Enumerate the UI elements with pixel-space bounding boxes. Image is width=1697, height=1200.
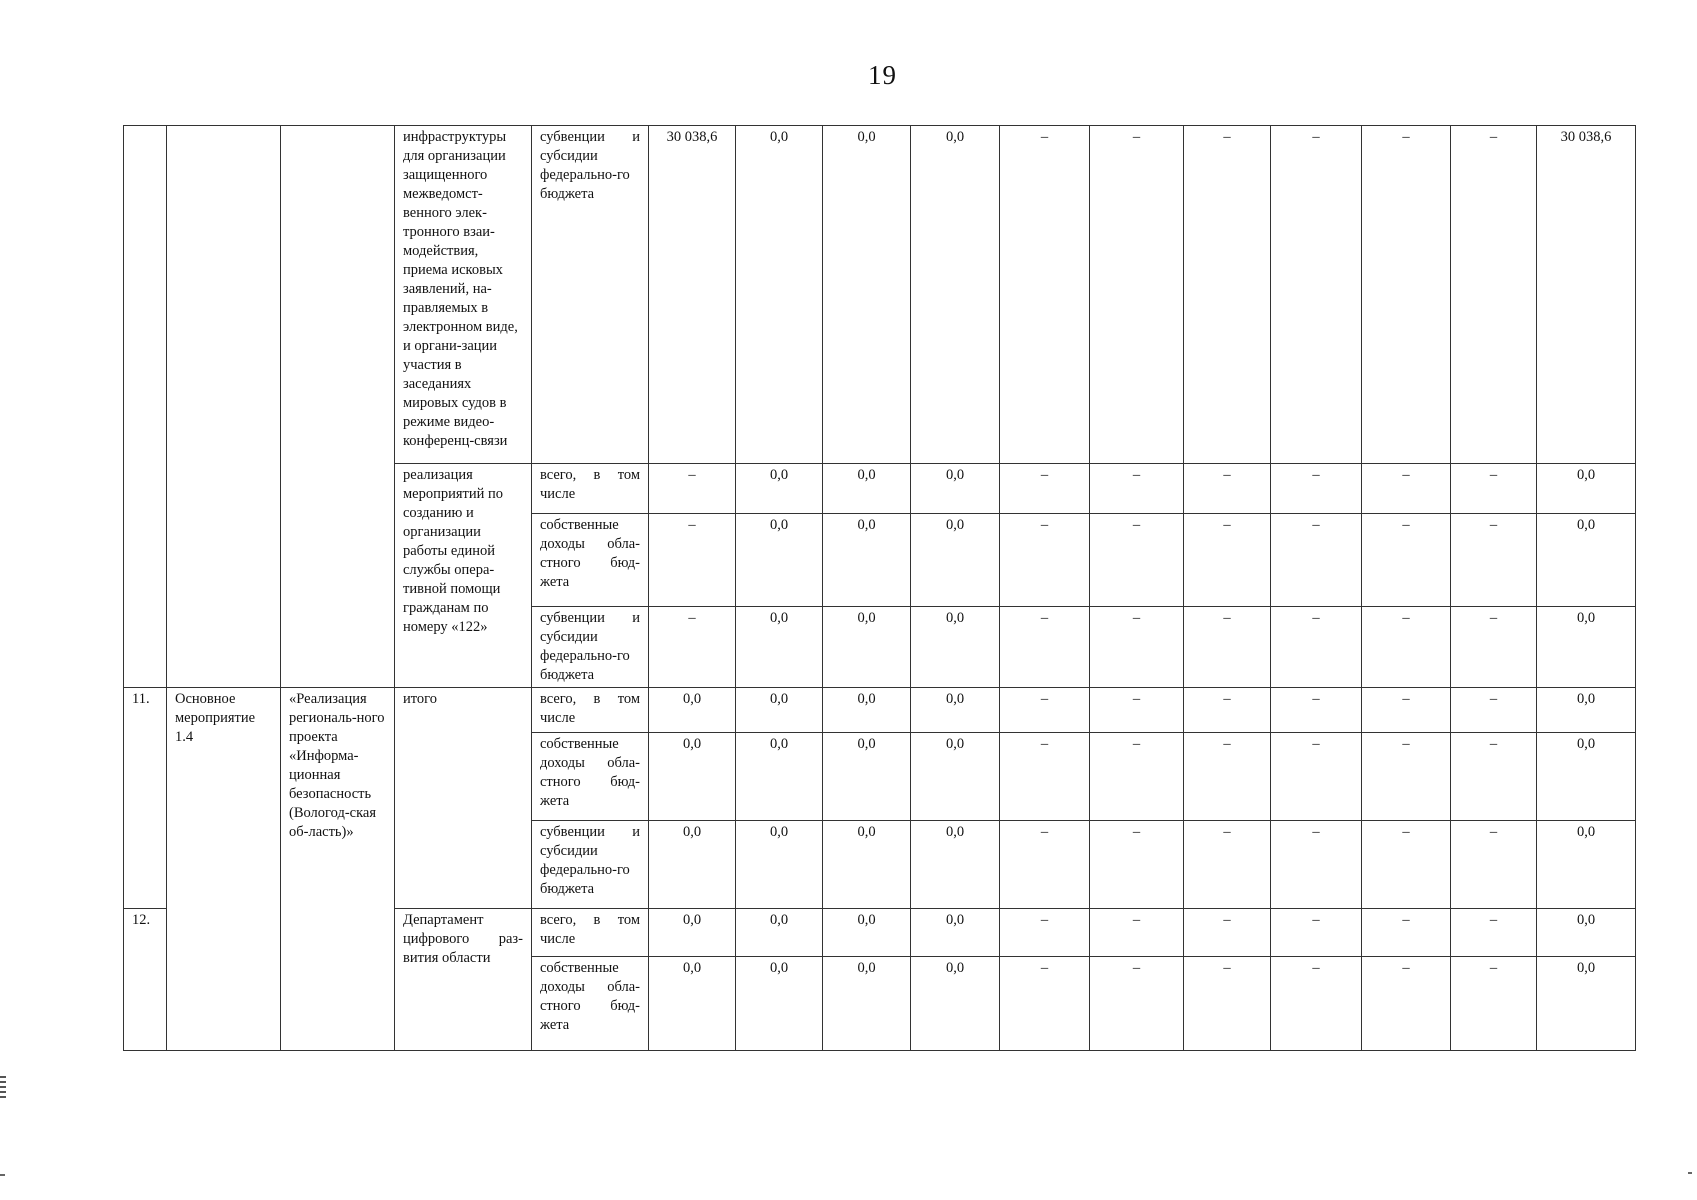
value-cell: – — [1451, 464, 1537, 514]
value-cell: – — [1362, 957, 1451, 1051]
value-cell: – — [1184, 126, 1271, 464]
value-cell: 0,0 — [649, 957, 736, 1051]
value-cell: – — [1000, 607, 1090, 688]
executor-cell: Департамент цифрового раз-вития области — [395, 909, 532, 1051]
value-cell: – — [1090, 733, 1184, 821]
scan-margin-dot — [1688, 1172, 1692, 1174]
value-cell: – — [1271, 688, 1362, 733]
value-cell: 0,0 — [911, 126, 1000, 464]
value-cell: – — [649, 464, 736, 514]
funding-source-cell: собственные доходы обла-стного бюд-жета — [532, 957, 649, 1051]
value-cell: 0,0 — [736, 733, 823, 821]
value-cell: – — [1090, 909, 1184, 957]
funding-source-cell: всего, в том числе — [532, 909, 649, 957]
value-cell: 0,0 — [823, 464, 911, 514]
value-cell: 0,0 — [911, 607, 1000, 688]
value-cell: – — [1090, 688, 1184, 733]
value-cell: – — [1362, 126, 1451, 464]
value-cell: – — [1184, 514, 1271, 607]
value-cell: 0,0 — [911, 909, 1000, 957]
value-cell: 0,0 — [649, 688, 736, 733]
total-cell: 0,0 — [1537, 957, 1636, 1051]
value-cell: – — [649, 514, 736, 607]
value-cell: – — [1000, 909, 1090, 957]
value-cell: – — [1000, 957, 1090, 1051]
value-cell: – — [1451, 688, 1537, 733]
value-cell: 0,0 — [911, 821, 1000, 909]
value-cell: – — [1362, 514, 1451, 607]
value-cell: 0,0 — [823, 688, 911, 733]
value-cell: – — [1184, 688, 1271, 733]
value-cell: – — [1090, 957, 1184, 1051]
value-cell: 0,0 — [911, 464, 1000, 514]
value-cell: 0,0 — [823, 607, 911, 688]
funding-source-cell: субвенции и субсидии федерально-го бюджета — [532, 126, 649, 464]
value-cell: 0,0 — [736, 514, 823, 607]
value-cell: 0,0 — [736, 909, 823, 957]
value-cell: – — [1271, 607, 1362, 688]
total-cell: 30 038,6 — [1537, 126, 1636, 464]
value-cell: – — [1451, 607, 1537, 688]
value-cell: – — [1000, 688, 1090, 733]
value-cell: – — [1184, 607, 1271, 688]
total-cell: 0,0 — [1537, 464, 1636, 514]
value-cell: – — [1451, 126, 1537, 464]
value-cell: 0,0 — [736, 688, 823, 733]
executor-cell: реализация мероприятий по созданию и организации работы единой службы опера-тивной помощи гражданам по номеру «122» — [395, 464, 532, 688]
total-cell: 0,0 — [1537, 909, 1636, 957]
value-cell: 0,0 — [736, 607, 823, 688]
value-cell: 0,0 — [823, 957, 911, 1051]
value-cell: 0,0 — [649, 733, 736, 821]
value-cell: – — [1090, 126, 1184, 464]
value-cell: – — [1451, 909, 1537, 957]
executor-cell: итого — [395, 688, 532, 909]
value-cell: 0,0 — [823, 733, 911, 821]
value-cell: 0,0 — [911, 514, 1000, 607]
budget-table — [123, 125, 1636, 1051]
funding-source-cell: субвенции и субсидии федерально-го бюджета — [532, 821, 649, 909]
value-cell: 0,0 — [736, 464, 823, 514]
name-cell — [281, 126, 395, 688]
value-cell: – — [1000, 821, 1090, 909]
value-cell: – — [1184, 733, 1271, 821]
name-cell: «Реализация региональ-ного проекта «Информа-ционная безопасность (Вологод-ская об-ласть)» — [281, 688, 395, 1051]
value-cell: – — [1362, 688, 1451, 733]
value-cell: – — [1271, 957, 1362, 1051]
value-cell: 0,0 — [649, 821, 736, 909]
value-cell: – — [1271, 733, 1362, 821]
value-cell: – — [1000, 126, 1090, 464]
value-cell: – — [1451, 514, 1537, 607]
value-cell: 0,0 — [736, 957, 823, 1051]
funding-source-cell: собственные доходы обла-стного бюд-жета — [532, 514, 649, 607]
total-cell: 0,0 — [1537, 514, 1636, 607]
value-cell: – — [1000, 733, 1090, 821]
funding-source-cell: собственные доходы обла-стного бюд-жета — [532, 733, 649, 821]
table-row — [124, 688, 1636, 733]
value-cell: 0,0 — [736, 126, 823, 464]
value-cell: – — [1362, 821, 1451, 909]
value-cell: – — [1000, 514, 1090, 607]
event-cell: Основное мероприятие 1.4 — [167, 688, 281, 1051]
value-cell: – — [1362, 909, 1451, 957]
value-cell: – — [1184, 957, 1271, 1051]
value-cell: – — [1184, 821, 1271, 909]
total-cell: 0,0 — [1537, 733, 1636, 821]
value-cell: – — [1271, 126, 1362, 464]
scan-margin-mark — [0, 1076, 6, 1098]
event-cell — [167, 126, 281, 688]
value-cell: – — [1090, 514, 1184, 607]
total-cell: 0,0 — [1537, 607, 1636, 688]
row-number-cell: 11. — [124, 688, 167, 909]
value-cell: – — [1090, 464, 1184, 514]
table-row — [124, 126, 1636, 464]
value-cell: 0,0 — [911, 957, 1000, 1051]
value-cell: – — [649, 607, 736, 688]
value-cell: – — [1090, 607, 1184, 688]
scan-margin-dot — [0, 1174, 5, 1176]
value-cell: – — [1184, 464, 1271, 514]
value-cell: – — [1451, 733, 1537, 821]
value-cell: 0,0 — [736, 821, 823, 909]
row-number-cell — [124, 126, 167, 688]
value-cell: – — [1362, 464, 1451, 514]
value-cell: 0,0 — [649, 909, 736, 957]
row-number-cell: 12. — [124, 909, 167, 1051]
value-cell: 0,0 — [911, 688, 1000, 733]
value-cell: 0,0 — [823, 909, 911, 957]
value-cell: – — [1090, 821, 1184, 909]
value-cell: – — [1271, 464, 1362, 514]
value-cell: 30 038,6 — [649, 126, 736, 464]
value-cell: – — [1362, 733, 1451, 821]
value-cell: – — [1451, 957, 1537, 1051]
value-cell: – — [1271, 514, 1362, 607]
executor-cell: инфраструктуры для организации защищенного межведомст-венного элек-тронного взаи-модействия, приема исковых заявлений, на-правляемых в электронном виде, и органи-зации участия в заседаниях мировых судов в режиме видео-конференц-связи — [395, 126, 532, 464]
page-number: 19 — [868, 60, 897, 90]
value-cell: 0,0 — [823, 514, 911, 607]
value-cell: – — [1184, 909, 1271, 957]
value-cell: 0,0 — [823, 126, 911, 464]
value-cell: – — [1271, 821, 1362, 909]
funding-source-cell: субвенции и субсидии федерально-го бюджета — [532, 607, 649, 688]
funding-source-cell: всего, в том числе — [532, 688, 649, 733]
total-cell: 0,0 — [1537, 688, 1636, 733]
value-cell: – — [1362, 607, 1451, 688]
total-cell: 0,0 — [1537, 821, 1636, 909]
funding-source-cell: всего, в том числе — [532, 464, 649, 514]
value-cell: – — [1451, 821, 1537, 909]
value-cell: – — [1000, 464, 1090, 514]
value-cell: – — [1271, 909, 1362, 957]
value-cell: 0,0 — [823, 821, 911, 909]
value-cell: 0,0 — [911, 733, 1000, 821]
